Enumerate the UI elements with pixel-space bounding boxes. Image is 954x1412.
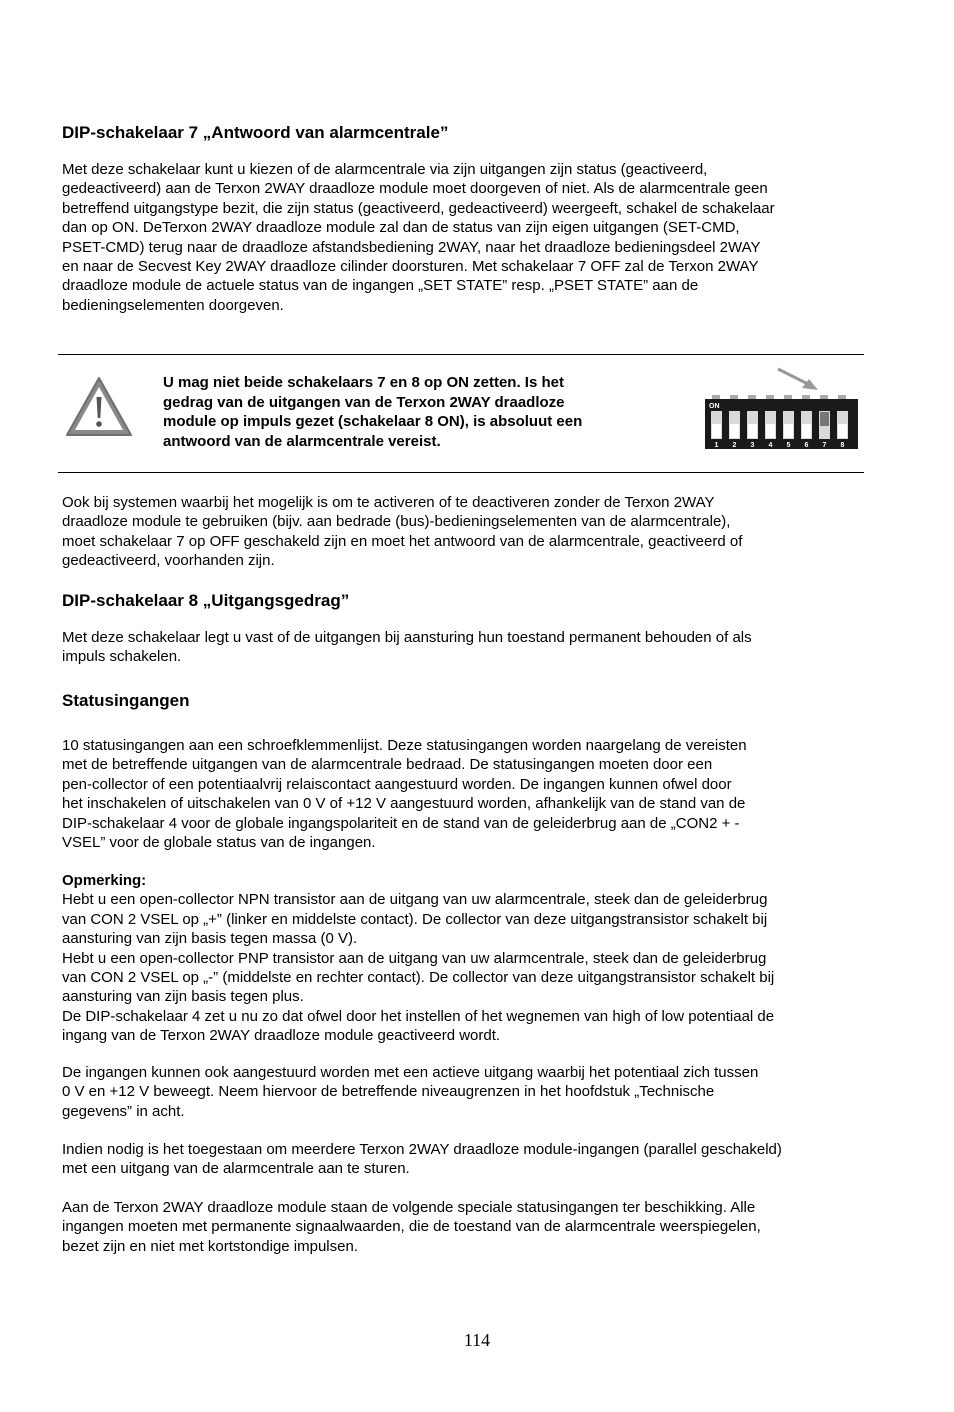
dip-number: 1 xyxy=(714,442,719,449)
text-line: Aan de Terxon 2WAY draadloze module staan de volgende speciale statusingangen ter beschikking. Alle xyxy=(62,1199,756,1216)
heading-statusingangen: Statusingangen xyxy=(62,691,190,710)
text-line: met een uitgang van de alarmcentrale aan te sturen. xyxy=(62,1160,410,1178)
text-line: gedeactiveerd, voorhanden zijn. xyxy=(62,552,275,570)
text-line: bezet zijn en niet met kortstondige impulsen. xyxy=(62,1237,358,1255)
warning-text xyxy=(163,373,663,451)
paragraph-note xyxy=(62,871,862,1046)
text-line: module op impuls gezet (schakelaar 8 ON), is absoluut een xyxy=(163,413,583,431)
text-line: U mag niet beide schakelaars 7 en 8 op ON zetten. Is het xyxy=(163,374,564,391)
dip-number: 5 xyxy=(786,442,791,449)
heading-dip-8: DIP-schakelaar 8 „Uitgangsgedrag” xyxy=(62,591,350,610)
text-line: gegevens” in acht. xyxy=(62,1102,185,1120)
text-line: gedeactiveerd) aan de Terxon 2WAY draadloze module moet doorgeven of niet. Als de alarmcentrale geen xyxy=(62,180,768,198)
text-line: 0 V en +12 V beweegt. Neem hiervoor de betreffende niveaugrenzen in het hoofdstuk „Technische xyxy=(62,1083,715,1101)
text-line: Met deze schakelaar kunt u kiezen of de alarmcentrale via zijn uitgangen zijn status (geactiveerd, xyxy=(62,161,708,178)
warning-triangle-icon xyxy=(64,375,134,439)
dip-number: 3 xyxy=(750,442,755,449)
text-line: De DIP-schakelaar 4 zet u nu zo dat ofwel door het instellen of het wegnemen van high of low potentiaal de xyxy=(62,1007,775,1025)
text-line: ingangen moeten met permanente signaalwaarden, die de toestand van de alarmcentrale weerspiegelen, xyxy=(62,1218,761,1236)
text-line: Met deze schakelaar legt u vast of de uitgangen bij aansturing hun toestand permanent behouden of als xyxy=(62,629,752,646)
text-line: moet schakelaar 7 op OFF geschakeld zijn en moet het antwoord van de alarmcentrale, geactiveerd of xyxy=(62,532,743,550)
paragraph-dip-7 xyxy=(62,160,862,315)
heading-dip-7: DIP-schakelaar 7 „Antwoord van alarmcentrale” xyxy=(62,123,449,142)
dip-body xyxy=(705,399,858,449)
text-line: en naar de Secvest Key 2WAY draadloze cilinder doorsturen. Met schakelaar 7 OFF zal de Terxon 2WAY xyxy=(62,258,759,276)
text-line: met de betreffende uitgangen van de alarmcentrale bedraad. De statusingangen moeten door een xyxy=(62,756,713,774)
paragraph-special-inputs xyxy=(62,1198,862,1256)
text-line: draadloze module de actuele status van de ingangen „SET STATE” resp. „PSET STATE” aan de xyxy=(62,277,699,295)
text-line: Indien nodig is het toegestaan om meerdere Terxon 2WAY draadloze module-ingangen (parallel geschakeld) xyxy=(62,1141,782,1158)
paragraph-active-output xyxy=(62,1063,862,1121)
text-line: het inschakelen of uitschakelen van 0 V of +12 V aangestuurd worden, afhankelijk van de stand van de xyxy=(62,795,746,813)
dip-number: 2 xyxy=(732,442,737,449)
text-line: Hebt u een open-collector PNP transistor aan de uitgang van uw alarmcentrale, steek dan de geleiderbrug xyxy=(62,949,767,967)
text-line: dan op ON. DeTerxon 2WAY draadloze module zal dan de status van zijn eigen uitgangen (SET-CMD, xyxy=(62,219,740,237)
dip-on-label: ON xyxy=(709,403,720,410)
text-line: bedieningselementen doorgeven. xyxy=(62,296,284,314)
text-line: PSET-CMD) terug naar de draadloze afstandsbediening 2WAY, naar het draadloze bedieningsdeel 2WAY xyxy=(62,238,761,256)
warning-box xyxy=(58,354,864,473)
text-line: betreffend uitgangstype bezit, die zijn status (geactiveerd, gedeactiveerd) weergeeft, schakel de schakelaar xyxy=(62,199,775,217)
text-line: Hebt u een open-collector NPN transistor aan de uitgang van uw alarmcentrale, steek dan de geleiderbrug xyxy=(62,891,768,909)
text-line: antwoord van de alarmcentrale vereist. xyxy=(163,432,441,450)
paragraph-status-intro xyxy=(62,736,862,852)
text-line: ingang van de Terxon 2WAY draadloze module geactiveerd wordt. xyxy=(62,1027,501,1045)
text-line: DIP-schakelaar 4 voor de globale ingangspolariteit en de stand van de geleiderbrug aan de „CON2 + - xyxy=(62,814,740,832)
page-number: 114 xyxy=(463,1330,491,1350)
text-line: VSEL” voor de globale status van de ingangen. xyxy=(62,834,376,852)
dip-switch-illustration xyxy=(704,361,864,449)
note-label: Opmerking: xyxy=(62,872,147,889)
text-line: Ook bij systemen waarbij het mogelijk is om te activeren of te deactiveren zonder de Terxon 2WAY xyxy=(62,494,715,511)
paragraph-parallel xyxy=(62,1140,862,1179)
text-line: van CON 2 VSEL op „-” (middelste en rechter contact). De collector van deze uitgangstransistor schakelt bij xyxy=(62,969,775,987)
text-line: impuls schakelen. xyxy=(62,648,182,666)
dip-number: 8 xyxy=(840,442,845,449)
paragraph-dip-8 xyxy=(62,628,862,667)
dip-number: 6 xyxy=(804,442,809,449)
text-line: aansturing van zijn basis tegen massa (0 V). xyxy=(62,930,358,948)
dip-number: 7 xyxy=(822,442,827,449)
text-line: pen-collector of een potentiaalvrij relaiscontact aangestuurd worden. De ingangen kunnen ofwel door xyxy=(62,775,732,793)
text-line: gedrag van de uitgangen van de Terxon 2WAY draadloze xyxy=(163,393,565,411)
text-line: 10 statusingangen aan een schroefklemmenlijst. Deze statusingangen worden naargelang de vereisten xyxy=(62,737,747,754)
text-line: draadloze module te gebruiken (bijv. aan bedrade (bus)-bedieningselementen van de alarmcentrale), xyxy=(62,513,731,531)
text-line: van CON 2 VSEL op „+” (linker en middelste contact). De collector van deze uitgangstransistor schakelt bij xyxy=(62,910,768,928)
dip-number: 4 xyxy=(768,442,773,449)
text-line: aansturing van zijn basis tegen plus. xyxy=(62,988,304,1006)
paragraph-after-warning xyxy=(62,493,862,571)
dip-top-ticks xyxy=(712,395,846,399)
text-line: De ingangen kunnen ook aangestuurd worden met een actieve uitgang waarbij het potentiaal zich tussen xyxy=(62,1064,759,1081)
